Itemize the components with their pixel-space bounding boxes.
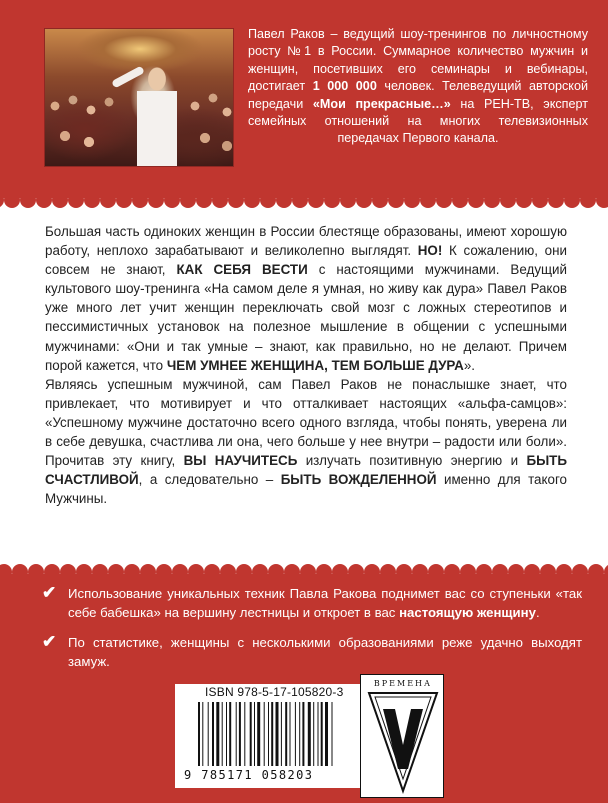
bullet-item xyxy=(42,633,582,671)
description-paragraph-1: Большая часть одиноких женщин в России блестяще образованы, имеют хорошую работу, неплохо зарабатывают и великолепно выглядят. НО! К сожалению, они совсем не знают, КАК СЕБЯ ВЕСТИ с настоящими мужчинами. Ведущий культового шоу-тренинга «На самом деле я умная, но живу как дура» Павел Раков уже много лет учит женщин переключать свой мозг с ложных стереотипов и пессимистичных установок на полезное мышление в общении с успешными мужчинами: «Они и так умные – знают, как правильно, но не делают. Причем порой кажется, что ЧЕМ УМНЕЕ ЖЕНЩИНА, ТЕМ БОЛЬШЕ ДУРА». xyxy=(45,224,568,373)
description-paragraph-2: Являясь успешным мужчиной, сам Павел Раков не понаслышке знает, что привлекает, что мотивирует и что отталкивает настоящих «альфа-самцов»: «Успешному мужчине достаточно всего одного взгляда, чтобы понять, уверена ли в себе девушка, счастлива ли она, чего больше у нее внутри – радости или боли». Прочитав эту книгу, ВЫ НАУЧИТЕСЬ излучать позитивную энергию и БЫТЬ СЧАСТЛИВОЙ, а следовательно – БЫТЬ ВОЖДЕЛЕННОЙ именно для такого Мужчины. xyxy=(45,376,568,507)
v-emblem-icon xyxy=(361,675,445,799)
author-bio: Павел Раков – ведущий шоу-тренингов по личностному росту №1 в России. Суммарное количество мужчин и женщин, посетивших его семинары и вебинары, достигает 1 000 000 человек. Телеведущий авторской передачи «Мои прекрасные…» на РЕН-ТВ, эксперт семейных отношений на многих телевизионных передачах Первого канала. xyxy=(248,27,588,146)
bullet-item xyxy=(42,584,582,622)
bullet-text: По статистике, женщины с несколькими образованиями реже удачно выходят замуж. xyxy=(68,635,582,669)
bullet-text: Использование уникальных техник Павла Ракова поднимет вас со ступеньки «так себе бабешка» на вершину лестницы и откроет в вас настоящую женщину. xyxy=(68,586,582,620)
feature-bullets xyxy=(42,584,582,682)
isbn-label: ISBN 978-5-17-105820-3 xyxy=(205,685,344,699)
author-photo xyxy=(44,28,234,167)
author-section xyxy=(0,0,608,198)
description-text xyxy=(45,222,567,508)
checkmark-icon: ✔ xyxy=(42,583,57,602)
publisher-logo-text: ВРЕМЕНА xyxy=(373,679,433,688)
publisher-logo xyxy=(360,674,444,798)
barcode-number: 9 785171 058203 xyxy=(184,768,314,782)
checkmark-icon: ✔ xyxy=(42,632,57,651)
barcode-icon xyxy=(198,702,356,766)
